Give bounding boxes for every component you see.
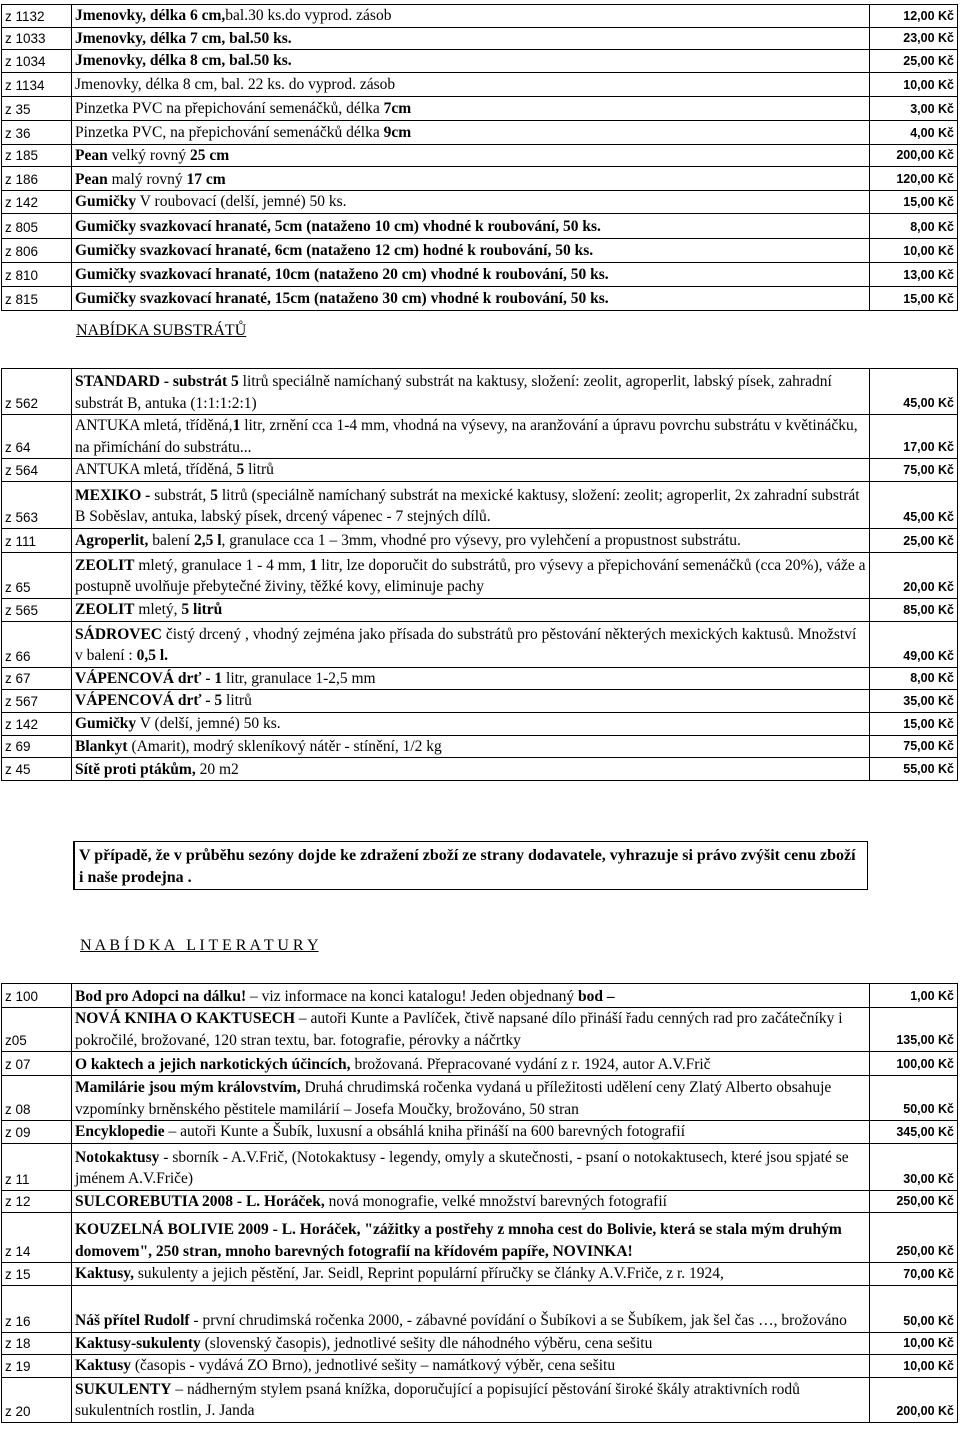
description-text: Gumičky svazkovací hranaté, 10cm (nataženo 20 cm) vhodné k roubování, 50 ks. (75, 266, 609, 283)
product-code: z 09 (2, 1121, 72, 1144)
product-code: z 11 (2, 1143, 72, 1190)
description-text: 2,5 l (193, 532, 222, 549)
table-row (2, 1076, 958, 1121)
price-table-accessories (1, 4, 958, 311)
table-row (2, 690, 958, 713)
product-price: 10,00 Kč (870, 1355, 958, 1378)
product-price: 10,00 Kč (870, 1332, 958, 1355)
product-code: z 20 (2, 1377, 72, 1422)
table-row (2, 96, 958, 120)
product-description (72, 262, 870, 286)
table-row (2, 213, 958, 238)
table-row (2, 712, 958, 735)
product-price: 75,00 Kč (870, 459, 958, 482)
table-row (2, 1263, 958, 1286)
product-code: z 562 (2, 369, 72, 415)
product-price: 85,00 Kč (870, 598, 958, 621)
description-text: Blankyt (75, 737, 128, 755)
product-price: 10,00 Kč (870, 238, 958, 262)
description-text: malý rovný (107, 170, 187, 188)
product-description (72, 96, 870, 120)
product-code: z 142 (2, 712, 72, 735)
description-text: V (delší, jemné) 50 ks. (136, 715, 281, 732)
description-text: MEXIKO - (75, 486, 155, 504)
table-row (2, 369, 958, 415)
product-description (72, 690, 870, 713)
description-text: , granulace cca 1 – 3mm, vhodné pro výsevy, pro vylehčení a propustnost substrátu. (221, 532, 741, 549)
product-price: 25,00 Kč (870, 50, 958, 73)
table-row (2, 120, 958, 144)
table-row (2, 481, 958, 528)
table-row (2, 552, 958, 598)
product-description (72, 286, 870, 310)
product-code: z 14 (2, 1213, 72, 1263)
product-code: z 815 (2, 286, 72, 310)
product-description (72, 5, 870, 28)
description-text: Kaktusy (75, 1357, 131, 1374)
description-text: brožovaná. Přepracované vydání z r. 1924, autor A.V.Frič (350, 1055, 711, 1073)
description-text: 5 litrů (181, 601, 223, 618)
table-row (2, 1355, 958, 1378)
description-text: Bod pro Adopci na dálku! (75, 987, 247, 1005)
table-row (2, 1052, 958, 1076)
description-text: 5 (210, 486, 218, 504)
description-text: Jmenovky, délka 7 cm, bal.50 ks. (75, 29, 292, 47)
description-text: SUKULENTY (75, 1380, 172, 1398)
product-description (72, 72, 870, 96)
description-text: Gumičky (75, 715, 137, 732)
product-price: 15,00 Kč (870, 712, 958, 735)
description-text: KOUZELNÁ BOLIVIE 2009 - L. Horáček, "zážitky a postřehy z mnoha cest do Bolivie, která se stala mým druhým domovem", 250 stran, mnoho barevných fotografií na křídovém papíře, NOVINKA! (75, 1221, 842, 1260)
table-row (2, 262, 958, 286)
product-code: z 1134 (2, 72, 72, 96)
product-price: 49,00 Kč (870, 621, 958, 667)
description-text: – viz informace na konci katalogu! Jeden objednaný (246, 987, 578, 1005)
description-text: nová monografie, velké množství barevných fotografií (324, 1192, 667, 1210)
product-description (72, 50, 870, 73)
description-text: Gumičky svazkovací hranaté, 5cm (nataženo 10 cm) vhodné k roubování, 50 ks. (75, 218, 601, 235)
description-text: Gumičky svazkovací hranaté, 6cm (nataženo 12 cm) hodné k roubování, 50 ks. (75, 242, 594, 259)
heading-literature: N A B Í D K A L I T E R A T U R Y (80, 937, 319, 954)
description-text: litrů speciálně namíchaný substrát na kaktusy, složení: zeolit, agroperlit, labský písek, zahradní substrát B, antuka (1:1:1:2:1) (75, 373, 832, 412)
price-table-literature (1, 983, 958, 1423)
product-description (72, 27, 870, 50)
description-text: litrů (244, 461, 274, 478)
product-description (72, 735, 870, 758)
product-price: 75,00 Kč (870, 735, 958, 758)
description-text: Jmenovky, délka 8 cm, bal. 22 ks. do vyprod. zásob (75, 76, 396, 93)
table-row (2, 758, 958, 781)
description-text: NOVÁ KNIHA O KAKTUSECH (75, 1010, 296, 1027)
description-text: Druhá chrudimská ročenka vydaná u příležitosti udělení ceny Zlatý Alberto obsahuje vzpomínky brněnského pěstitele mamilárií – Josefa Moučky, brožováno, 50 stran (75, 1079, 832, 1118)
product-code: z 69 (2, 735, 72, 758)
product-code: z 567 (2, 690, 72, 713)
description-text: 0,5 l. (136, 647, 168, 664)
product-description (72, 621, 870, 667)
table-row (2, 1377, 958, 1422)
description-text: Gumičky (75, 193, 137, 210)
description-text: litr, granulace 1-2,5 mm (222, 669, 376, 687)
product-price: 10,00 Kč (870, 72, 958, 96)
product-price: 20,00 Kč (870, 552, 958, 598)
product-code: z 19 (2, 1355, 72, 1378)
product-description (72, 481, 870, 528)
description-text: 25 cm (189, 146, 230, 164)
product-code: z 810 (2, 262, 72, 286)
product-code: z 12 (2, 1190, 72, 1213)
product-description (72, 1213, 870, 1263)
table-row (2, 167, 958, 191)
product-description (72, 667, 870, 690)
product-price: 35,00 Kč (870, 690, 958, 713)
table-row (2, 459, 958, 482)
product-description (72, 238, 870, 262)
product-price: 30,00 Kč (870, 1143, 958, 1190)
product-code: z 16 (2, 1285, 72, 1332)
price-table-substrates (1, 368, 958, 781)
description-text: Notokaktusy (75, 1148, 160, 1166)
product-description (72, 758, 870, 781)
description-text: V roubovací (delší, jemné) 50 ks. (136, 193, 347, 210)
product-code: z 1132 (2, 5, 72, 28)
description-text: - sborník - A.V.Frič, (Notokaktusy - legendy, omyly a skutečnosti, - psaní o notokaktusech, které jsou spjaté se jménem A.V.Friče) (75, 1148, 849, 1187)
description-text: (Amarit), modrý skleníkový nátěr - stínění, 1/2 kg (127, 737, 442, 755)
product-code: z 35 (2, 96, 72, 120)
table-row (2, 1190, 958, 1213)
description-text: velký rovný (107, 146, 190, 164)
product-price: 200,00 Kč (870, 144, 958, 167)
product-description (72, 167, 870, 191)
description-text: 9cm (383, 124, 412, 141)
table-row (2, 1143, 958, 1190)
description-text: SÁDROVEC (75, 625, 162, 643)
product-code: z 15 (2, 1263, 72, 1286)
product-price: 15,00 Kč (870, 286, 958, 310)
description-text: Pinzetka PVC, na přepichování semenáčků délka (75, 124, 384, 141)
table-row (2, 1332, 958, 1355)
product-code: z 64 (2, 415, 72, 459)
product-code: z 1033 (2, 27, 72, 50)
description-text: 7cm (383, 100, 412, 117)
description-text: 1 (309, 556, 318, 574)
description-text: Agroperlit, (75, 532, 149, 549)
table-row (2, 144, 958, 167)
product-description (72, 598, 870, 621)
product-price: 3,00 Kč (870, 96, 958, 120)
product-price: 250,00 Kč (870, 1213, 958, 1263)
description-text: Pean (75, 146, 108, 164)
table-row (2, 72, 958, 96)
product-description (72, 369, 870, 415)
description-text: O kaktech a jejich narkotických účincích, (75, 1055, 351, 1073)
description-text: – autoři Kunte a Šubík, luxusní a obsáhlá kniha přináší na 600 barevných fotografií (164, 1123, 686, 1140)
description-text: ANTUKA (75, 417, 140, 434)
description-text: Náš přítel Rudolf (75, 1312, 190, 1329)
product-price: 1,00 Kč (870, 984, 958, 1008)
product-price: 4,00 Kč (870, 120, 958, 144)
product-description (72, 1143, 870, 1190)
description-text: Encyklopedie (75, 1123, 165, 1140)
table-row (2, 1285, 958, 1332)
product-code: z 564 (2, 459, 72, 482)
product-code: z 185 (2, 144, 72, 167)
description-text: sukulenty a jejich pěstění, Jar. Seidl, Reprint populární příručky se články A.V.Friče, z r. 1924, (134, 1265, 724, 1282)
description-text: bod – (578, 987, 615, 1005)
description-text: bal.30 ks.do vyprod. zásob (225, 7, 392, 24)
product-code: z 08 (2, 1076, 72, 1121)
description-text: Kaktusy-sukulenty (75, 1334, 201, 1352)
description-text: mletý, granulace 1 - 4 mm, (134, 556, 310, 574)
description-text: - první chrudimská ročenka 2000, - zábavné povídání o Šubíkovi a se Šubíkem, jak šel čas …, brožováno (189, 1312, 847, 1329)
table-row (2, 286, 958, 310)
description-text: 17 cm (186, 170, 226, 188)
description-text: Gumičky svazkovací hranaté, 15cm (nataženo 30 cm) vhodné k roubování, 50 ks. (75, 290, 609, 307)
table-row (2, 621, 958, 667)
product-description (72, 1355, 870, 1378)
product-description (72, 415, 870, 459)
table-row (2, 1121, 958, 1144)
description-text: balení (148, 532, 194, 549)
product-price: 25,00 Kč (870, 528, 958, 552)
product-description (72, 459, 870, 482)
product-price: 345,00 Kč (870, 1121, 958, 1144)
product-price: 45,00 Kč (870, 481, 958, 528)
product-price: 55,00 Kč (870, 758, 958, 781)
product-description (72, 1285, 870, 1332)
table-row (2, 735, 958, 758)
table-row (2, 50, 958, 73)
description-text: – autoři Kunte a Pavlíček, čtivě napsané dílo přináší řadu cenných rad pro začátečníky i pokročilé, brožované, 120 stran textu, bar. fotografie, pérovky a náčrtky (75, 1010, 843, 1049)
description-text: STANDARD - substrát 5 (75, 373, 239, 390)
product-price: 250,00 Kč (870, 1190, 958, 1213)
product-code: z 142 (2, 191, 72, 214)
product-price: 100,00 Kč (870, 1052, 958, 1076)
product-description (72, 1008, 870, 1052)
table-row (2, 415, 958, 459)
product-price: 70,00 Kč (870, 1263, 958, 1286)
product-code: z 565 (2, 598, 72, 621)
product-description (72, 144, 870, 167)
product-code: z 100 (2, 984, 72, 1008)
product-description (72, 1121, 870, 1144)
product-price: 23,00 Kč (870, 27, 958, 50)
product-code: z 36 (2, 120, 72, 144)
description-text: (slovenský časopis), jednotlivé sešity dle náhodného výběru, cena sešitu (200, 1334, 653, 1352)
description-text: VÁPENCOVÁ drť - 1 (75, 669, 223, 687)
description-text: Pean (75, 170, 108, 188)
heading-substrates: NABÍDKA SUBSTRÁTŮ (76, 322, 247, 339)
table-row (2, 984, 958, 1008)
description-text: Sítě proti ptákům, (75, 760, 196, 778)
table-row (2, 667, 958, 690)
description-text: litr, lze doporučit do substrátů, pro výsevy a přepichování semenáčků (cca 20%), váže a postupně uvolňuje přebytečné živiny, těžké kovy, eliminuje pachy (75, 556, 866, 595)
product-description (72, 191, 870, 214)
product-description (72, 984, 870, 1008)
description-text: SULCOREBUTIA 2008 - L. Horáček, (75, 1192, 325, 1210)
table-row (2, 528, 958, 552)
description-text: 5 (236, 461, 245, 478)
table-row (2, 5, 958, 28)
product-description (72, 552, 870, 598)
product-code: z 18 (2, 1332, 72, 1355)
description-text: (časopis - vydává ZO Brno), jednotlivé sešity – namátkový výběr, cena sešitu (131, 1357, 616, 1374)
description-text: Pinzetka PVC na přepichování semenáčků, délka (75, 100, 384, 117)
table-row (2, 1008, 958, 1052)
description-text: litrů (speciálně namíchaný substrát na mexické kaktusy, složení: zeolit; agroperlit, 2x zahradní substrát B Soběslav, antuka, labský písek, drcený vápenec - 7 stejných dílů. (75, 486, 860, 525)
product-code: z 563 (2, 481, 72, 528)
description-text: Mamilárie jsou mým královstvím, (75, 1079, 301, 1096)
product-price: 50,00 Kč (870, 1285, 958, 1332)
description-text: VÁPENCOVÁ drť - 5 (75, 692, 223, 709)
description-text: mletá, tříděná, (139, 461, 237, 478)
product-code: z05 (2, 1008, 72, 1052)
product-code: z 805 (2, 213, 72, 238)
product-description (72, 213, 870, 238)
description-text: čistý drcený , vhodný zejména jako přísada do substrátů pro pěstování některých mexických kaktusů. Množství v balení : (75, 625, 857, 664)
product-code: z 65 (2, 552, 72, 598)
product-description (72, 1332, 870, 1355)
description-text: 1 (232, 417, 241, 434)
description-text: ZEOLIT (75, 601, 135, 618)
product-code: z 66 (2, 621, 72, 667)
product-price: 15,00 Kč (870, 191, 958, 214)
product-code: z 67 (2, 667, 72, 690)
product-price: 120,00 Kč (870, 167, 958, 191)
product-price: 200,00 Kč (870, 1377, 958, 1422)
table-row (2, 191, 958, 214)
product-code: z 806 (2, 238, 72, 262)
description-text: ZEOLIT (75, 556, 135, 574)
product-price: 50,00 Kč (870, 1076, 958, 1121)
description-text: mletá, tříděná, (139, 417, 233, 434)
product-price: 12,00 Kč (870, 5, 958, 28)
price-change-notice: V případě, že v průběhu sezóny dojde ke zdražení zboží ze strany dodavatele, vyhrazuje si právo zvýšit cenu zboží i naše prodejna . (73, 841, 868, 890)
description-text: litr, zrnění cca 1-4 mm, vhodná na výsevy, na aranžování a úpravu povrchu substrátu v květináčku, na přimíchání do substrátu... (75, 417, 858, 456)
description-text: ANTUKA (75, 461, 140, 478)
description-text: Jmenovky, délka 8 cm, bal.50 ks. (75, 52, 292, 69)
description-text: Kaktusy, (75, 1265, 135, 1282)
product-description (72, 1052, 870, 1076)
product-description (72, 1377, 870, 1422)
product-price: 8,00 Kč (870, 213, 958, 238)
description-text: Jmenovky, délka 6 cm, (75, 7, 226, 24)
product-description (72, 120, 870, 144)
table-row (2, 1213, 958, 1263)
product-price: 13,00 Kč (870, 262, 958, 286)
product-description (72, 712, 870, 735)
product-code: z 45 (2, 758, 72, 781)
product-price: 17,00 Kč (870, 415, 958, 459)
product-description (72, 528, 870, 552)
description-text: – nádherným stylem psaná knížka, doporučující a popisující pěstování široké škály atraktivních rodů sukulentních rostlin, J. Janda (75, 1380, 800, 1419)
table-row (2, 238, 958, 262)
description-text: litrů (222, 692, 252, 709)
product-price: 45,00 Kč (870, 369, 958, 415)
product-code: z 07 (2, 1052, 72, 1076)
table-row (2, 27, 958, 50)
product-code: z 186 (2, 167, 72, 191)
table-row (2, 598, 958, 621)
product-code: z 111 (2, 528, 72, 552)
product-description (72, 1076, 870, 1121)
product-price: 8,00 Kč (870, 667, 958, 690)
description-text: 20 m2 (195, 760, 239, 778)
product-description (72, 1190, 870, 1213)
product-description (72, 1263, 870, 1286)
product-code: z 1034 (2, 50, 72, 73)
description-text: substrát, (154, 486, 211, 504)
product-price: 135,00 Kč (870, 1008, 958, 1052)
description-text: mletý, (134, 601, 182, 618)
